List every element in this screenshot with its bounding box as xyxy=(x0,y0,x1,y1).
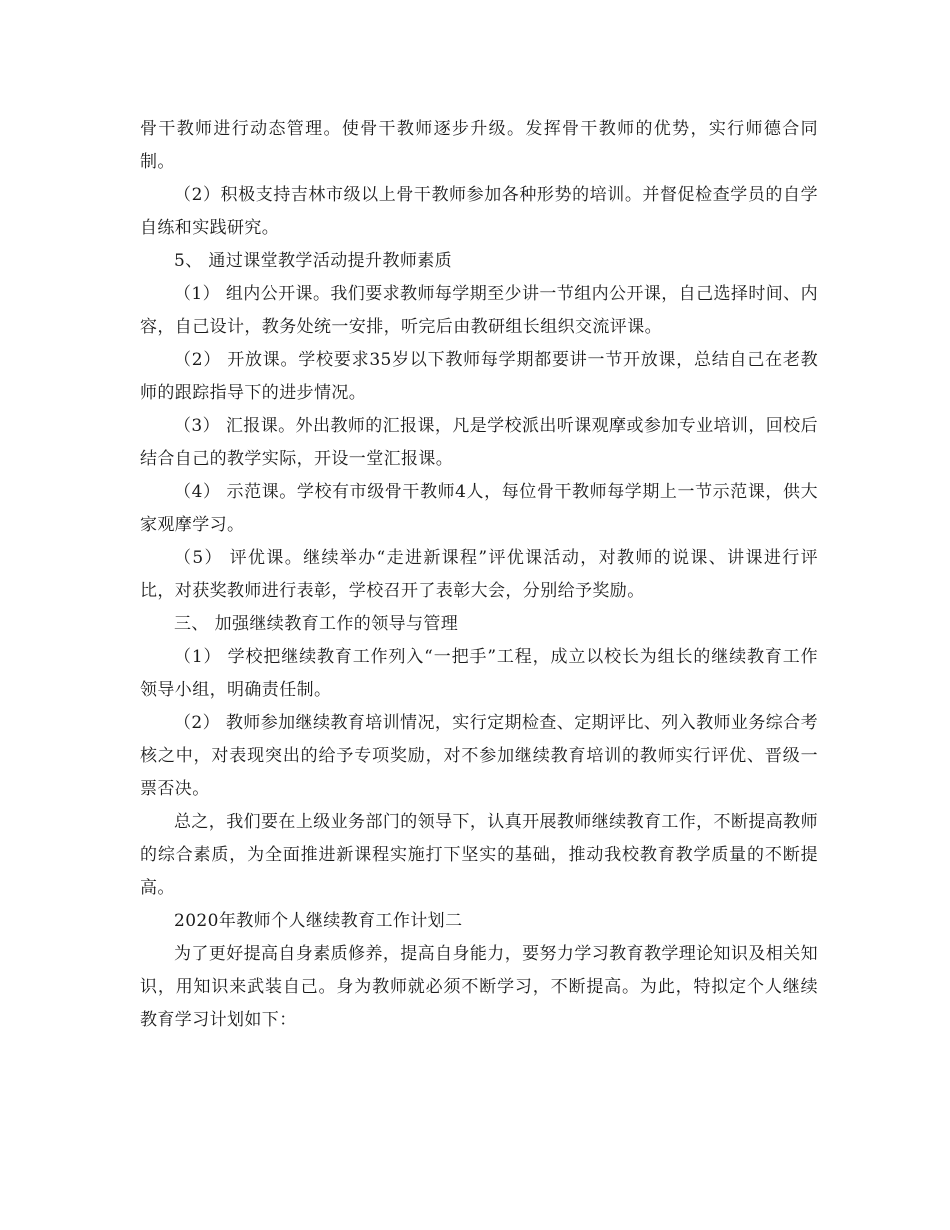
paragraph-2: （2）积极支持吉林市级以上骨干教师参加各种形势的培训。并督促检查学员的自学自练和实践研究。 xyxy=(140,185,818,238)
paragraph-open-class: （1） 组内公开课。我们要求教师每学期至少讲一节组内公开课，自己选择时间、内容，自己设计，教务处统一安排，听完后由教研组长组织交流评课。 xyxy=(140,284,818,337)
paragraph-public-class: （2） 开放课。学校要求35岁以下教师每学期都要讲一节开放课，总结自己在老教师的跟踪指导下的进步情况。 xyxy=(140,350,818,403)
section-heading-5: 5、 通过课堂教学活动提升教师素质 xyxy=(174,251,453,271)
paragraph-award-class: （5） 评优课。继续举办“走进新课程”评优课活动，对教师的说课、讲课进行评比，对获奖教师进行表彰，学校召开了表彰大会，分别给予奖励。 xyxy=(140,548,818,601)
paragraph-summary: 总之，我们要在上级业务部门的领导下，认真开展教师继续教育工作，不断提高教师的综合素质，为全面推进新课程实施打下坚实的基础，推动我校教育教学质量的不断提高。 xyxy=(140,812,818,898)
paragraph-1: 骨干教师进行动态管理。使骨干教师逐步升级。发挥骨干教师的优势，实行师德合同制。 xyxy=(140,119,818,172)
paragraph-assessment: （2） 教师参加继续教育培训情况，实行定期检查、定期评比、列入教师业务综合考核之中，对表现突出的给予专项奖励，对不参加继续教育培训的教师实行评优、晋级一票否决。 xyxy=(140,713,818,799)
document-body xyxy=(140,113,818,1037)
paragraph-report-class: （3） 汇报课。外出教师的汇报课，凡是学校派出听课观摩或参加专业培训，回校后结合自己的教学实际，开设一堂汇报课。 xyxy=(140,416,818,469)
paragraph-leadership: （1） 学校把继续教育工作列入“一把手”工程，成立以校长为组长的继续教育工作领导小组，明确责任制。 xyxy=(140,647,818,700)
plan-title: 2020年教师个人继续教育工作计划二 xyxy=(174,911,463,931)
section-heading-3: 三、 加强继续教育工作的领导与管理 xyxy=(174,614,459,634)
paragraph-plan-intro: 为了更好提高自身素质修养，提高自身能力，要努力学习教育教学理论知识及相关知识，用知识来武装自己。身为教师就必须不断学习，不断提高。为此，特拟定个人继续教育学习计划如下： xyxy=(140,944,818,1030)
paragraph-demo-class: （4） 示范课。学校有市级骨干教师4人，每位骨干教师每学期上一节示范课，供大家观摩学习。 xyxy=(140,482,818,535)
